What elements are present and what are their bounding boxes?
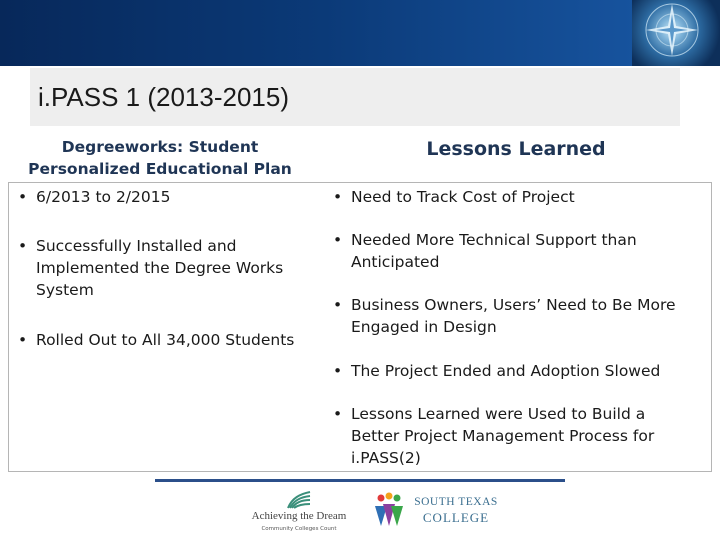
list-item: [331, 294, 701, 338]
footer-divider: [155, 479, 565, 482]
bullet-icon: •: [18, 188, 28, 206]
stc-people-icon: [372, 492, 406, 530]
title-band: [30, 68, 680, 126]
left-column-heading: Degreeworks: Student Personalized Educational Plan: [28, 138, 292, 178]
bullet-icon: •: [333, 188, 343, 206]
atd-logo-subtitle: Community Colleges Count: [261, 526, 337, 532]
atd-logo-name: Achieving the Dream: [251, 510, 347, 522]
bullet-icon: •: [333, 362, 343, 380]
list-item: [16, 329, 316, 351]
stc-logo-line2: COLLEGE: [422, 510, 490, 525]
compass-star-image: [632, 0, 720, 66]
slide-title: i.PASS 1 (2013-2015): [38, 82, 289, 112]
list-item-text: The Project Ended and Adoption Slowed: [351, 362, 661, 380]
list-item: [331, 186, 701, 208]
bullet-icon: •: [333, 296, 343, 314]
atd-swoosh-icon: [286, 490, 312, 510]
achieving-the-dream-logo: [244, 490, 354, 536]
list-item: [16, 186, 312, 208]
list-item-text: Needed More Technical Support than Anticipated: [351, 231, 637, 271]
list-item-text: 6/2013 to 2/2015: [36, 188, 171, 206]
right-column-heading: Lessons Learned: [426, 138, 606, 160]
header-banner: [0, 0, 720, 66]
list-item-text: Lessons Learned were Used to Build a Better Project Management Process for i.PASS(2): [351, 405, 655, 467]
list-item: [331, 403, 681, 469]
south-texas-college-logo: [372, 490, 502, 536]
bullet-icon: •: [333, 405, 343, 423]
list-item: [331, 229, 671, 273]
list-item-text: Successfully Installed and Implemented the Degree Works System: [36, 237, 284, 299]
bullet-icon: •: [18, 237, 28, 255]
list-item: [331, 360, 706, 382]
list-item-text: Need to Track Cost of Project: [351, 188, 575, 206]
list-item: [16, 235, 312, 301]
bullet-icon: •: [18, 331, 28, 349]
bullet-icon: •: [333, 231, 343, 249]
list-item-text: Business Owners, Users’ Need to Be More Engaged in Design: [351, 296, 676, 336]
stc-logo-line1: SOUTH TEXAS: [414, 496, 498, 508]
list-item-text: Rolled Out to All 34,000 Students: [36, 331, 295, 349]
